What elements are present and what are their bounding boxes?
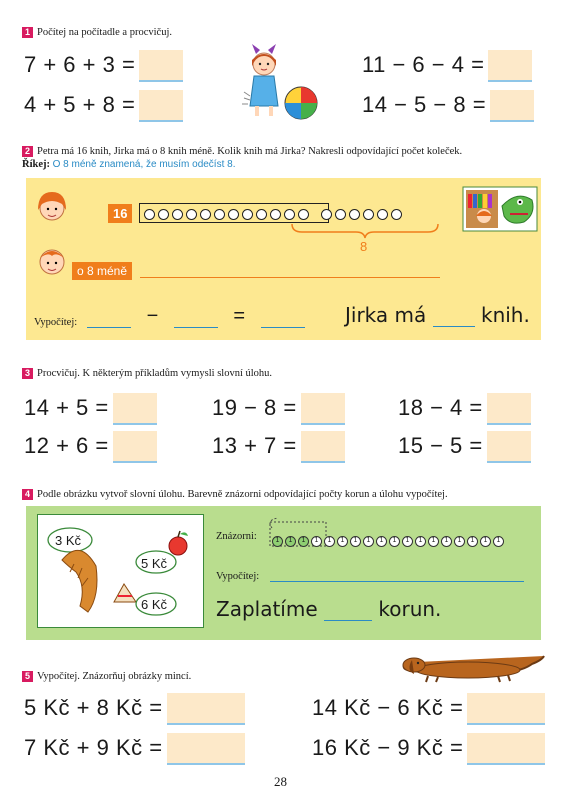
ex3-eq-5-text: 13 + 7 = <box>212 432 297 458</box>
circle <box>270 209 281 220</box>
circle <box>200 209 211 220</box>
circle <box>321 209 332 220</box>
ex5-eq-2-text: 7 Kč + 9 Kč = <box>24 734 163 760</box>
ex2-number: 2 <box>22 146 33 157</box>
circle <box>298 209 309 220</box>
ex2-equation <box>87 305 305 328</box>
circle <box>172 209 183 220</box>
znazorni-label: Znázorni: <box>216 531 257 542</box>
coin-icon[interactable]: 1 <box>493 536 504 547</box>
coin-icon[interactable]: 1 <box>324 536 335 547</box>
ex4-number: 4 <box>22 489 33 500</box>
coin-icon[interactable]: 1 <box>363 536 374 547</box>
coin-icon[interactable]: 1 <box>441 536 452 547</box>
ex3-number: 3 <box>22 368 33 379</box>
ex4-vypocitej-label: Vypočítej: <box>216 571 260 582</box>
circle <box>335 209 346 220</box>
price-apple: 5 Kč <box>141 556 168 571</box>
coin-icon[interactable]: 1 <box>285 536 296 547</box>
jirka-answer <box>345 303 530 327</box>
answer-prefix: Zaplatíme <box>216 597 318 621</box>
ex4-instruction <box>22 488 448 501</box>
ex2-instruction-text: Petra má 16 knih, Jirka má o 8 knih méně. Kolik knih má Jirka? Nakresli odpovídající počet koleček. <box>37 146 463 157</box>
ex5-instruction-text: Vypočítej. Znázorňuj obrázky mincí. <box>37 671 192 682</box>
answer-blank[interactable] <box>324 600 372 621</box>
circle <box>242 209 253 220</box>
answer-box[interactable] <box>488 50 532 82</box>
coin-icon[interactable]: 1 <box>337 536 348 547</box>
answer-box[interactable] <box>487 393 531 425</box>
answer-blank[interactable] <box>87 307 131 328</box>
ex1-eq-1 <box>24 50 183 82</box>
price-cake: 6 Kč <box>141 597 168 612</box>
ex1-number: 1 <box>22 27 33 38</box>
coin-icon[interactable]: 1 <box>272 536 283 547</box>
circle <box>186 209 197 220</box>
ex3-eq-4-text: 12 + 6 = <box>24 432 109 458</box>
circle <box>158 209 169 220</box>
ex1-instruction-text: Počítej na počítadle a procvičuj. <box>37 27 172 38</box>
ex5-instruction <box>22 670 191 683</box>
ex5-eq-3 <box>312 693 545 725</box>
minus-sign: − <box>146 305 159 327</box>
ex3-eq-2-text: 19 − 8 = <box>212 394 297 420</box>
zaplatime-answer <box>216 597 441 621</box>
coin-icon[interactable]: 1 <box>402 536 413 547</box>
petra-face <box>34 188 70 228</box>
coin-icon[interactable]: 1 <box>467 536 478 547</box>
rikej-label: Říkej: <box>22 159 50 170</box>
answer-blank[interactable] <box>261 307 305 328</box>
drawing-line[interactable] <box>140 277 440 278</box>
circle <box>256 209 267 220</box>
answer-box[interactable] <box>467 693 545 725</box>
ex2-instruction <box>22 145 522 171</box>
ex1-eq-3 <box>362 50 532 82</box>
ex5-number: 5 <box>22 671 33 682</box>
ex5-eq-2 <box>24 733 245 765</box>
equals-sign: = <box>233 305 246 327</box>
ex3-instruction <box>22 367 272 380</box>
ex1-eq-1-text: 7 + 6 + 3 = <box>24 51 136 77</box>
ex5-eq-3-text: 14 Kč − 6 Kč = <box>312 694 464 720</box>
circle <box>349 209 360 220</box>
ex5-eq-1-text: 5 Kč + 8 Kč = <box>24 694 163 720</box>
ex3-instruction-text: Procvičuj. K některým příkladům vymysli slovní úlohu. <box>37 368 273 379</box>
petra-count-badge: 16 <box>108 204 132 223</box>
circle <box>377 209 388 220</box>
answer-box[interactable] <box>301 393 345 425</box>
ex3-eq-2 <box>212 393 345 425</box>
coin-icon[interactable]: 1 <box>311 536 322 547</box>
answer-box[interactable] <box>167 693 245 725</box>
coin-icon[interactable]: 1 <box>480 536 491 547</box>
ex3-eq-6-text: 15 − 5 = <box>398 432 483 458</box>
coin-icon[interactable]: 1 <box>376 536 387 547</box>
circle <box>284 209 295 220</box>
coin-icon[interactable]: 1 <box>389 536 400 547</box>
answer-box[interactable] <box>139 90 183 122</box>
ex1-eq-2 <box>24 90 183 122</box>
circle <box>214 209 225 220</box>
bookshelf-picture <box>462 186 538 232</box>
ex3-eq-5 <box>212 431 345 463</box>
ex2-vypocitej-label: Vypočítej: <box>34 317 78 328</box>
answer-suffix: korun. <box>378 597 442 621</box>
answer-box[interactable] <box>167 733 245 765</box>
ex3-eq-4 <box>24 431 157 463</box>
dachshund-dog <box>398 650 548 684</box>
ex1-eq-3-text: 11 − 6 − 4 = <box>362 51 485 77</box>
ex1-eq-4-text: 14 − 5 − 8 = <box>362 91 487 117</box>
answer-box[interactable] <box>139 50 183 82</box>
jirka-face <box>34 242 70 280</box>
price-croissant: 3 Kč <box>55 533 82 548</box>
ex5-eq-4-text: 16 Kč − 9 Kč = <box>312 734 464 760</box>
answer-prefix: Jirka má <box>345 303 427 327</box>
ex3-eq-6 <box>398 431 531 463</box>
ex1-eq-4 <box>362 90 534 122</box>
answer-box[interactable] <box>113 393 157 425</box>
coin-icon[interactable]: 1 <box>415 536 426 547</box>
answer-box[interactable] <box>113 431 157 463</box>
circle <box>228 209 239 220</box>
coin-icon[interactable]: 1 <box>298 536 309 547</box>
circle <box>391 209 402 220</box>
ex5-eq-1 <box>24 693 245 725</box>
beach-ball <box>282 84 322 124</box>
ex3-eq-1 <box>24 393 157 425</box>
answer-box[interactable] <box>301 431 345 463</box>
circle <box>144 209 155 220</box>
coin-icon[interactable]: 1 <box>454 536 465 547</box>
ex3-eq-3-text: 18 − 4 = <box>398 394 483 420</box>
less-badge: o 8 méně <box>72 262 132 280</box>
ex1-eq-2-text: 4 + 5 + 8 = <box>24 91 136 117</box>
ex1-instruction <box>22 26 172 39</box>
answer-box[interactable] <box>467 733 545 765</box>
rikej-text: O 8 méně znamená, že musím odečíst 8. <box>52 159 236 170</box>
circle <box>363 209 374 220</box>
answer-box[interactable] <box>490 90 534 122</box>
answer-blank[interactable] <box>433 306 475 327</box>
answer-blank[interactable] <box>174 307 218 328</box>
brace <box>290 222 440 240</box>
page-number: 28 <box>274 774 287 789</box>
brace-label: 8 <box>360 239 368 254</box>
calc-line[interactable] <box>270 581 524 582</box>
ex3-eq-1-text: 14 + 5 = <box>24 394 109 420</box>
ex5-eq-4 <box>312 733 545 765</box>
ex3-eq-3 <box>398 393 531 425</box>
answer-suffix: knih. <box>480 303 530 327</box>
answer-box[interactable] <box>487 431 531 463</box>
coin-icon[interactable]: 1 <box>350 536 361 547</box>
coins-row[interactable] <box>272 529 506 547</box>
ex4-instruction-text: Podle obrázku vytvoř slovní úlohu. Barevně znázorni odpovídající počty korun a úlohu vypočítej. <box>37 489 448 500</box>
coin-icon[interactable]: 1 <box>428 536 439 547</box>
